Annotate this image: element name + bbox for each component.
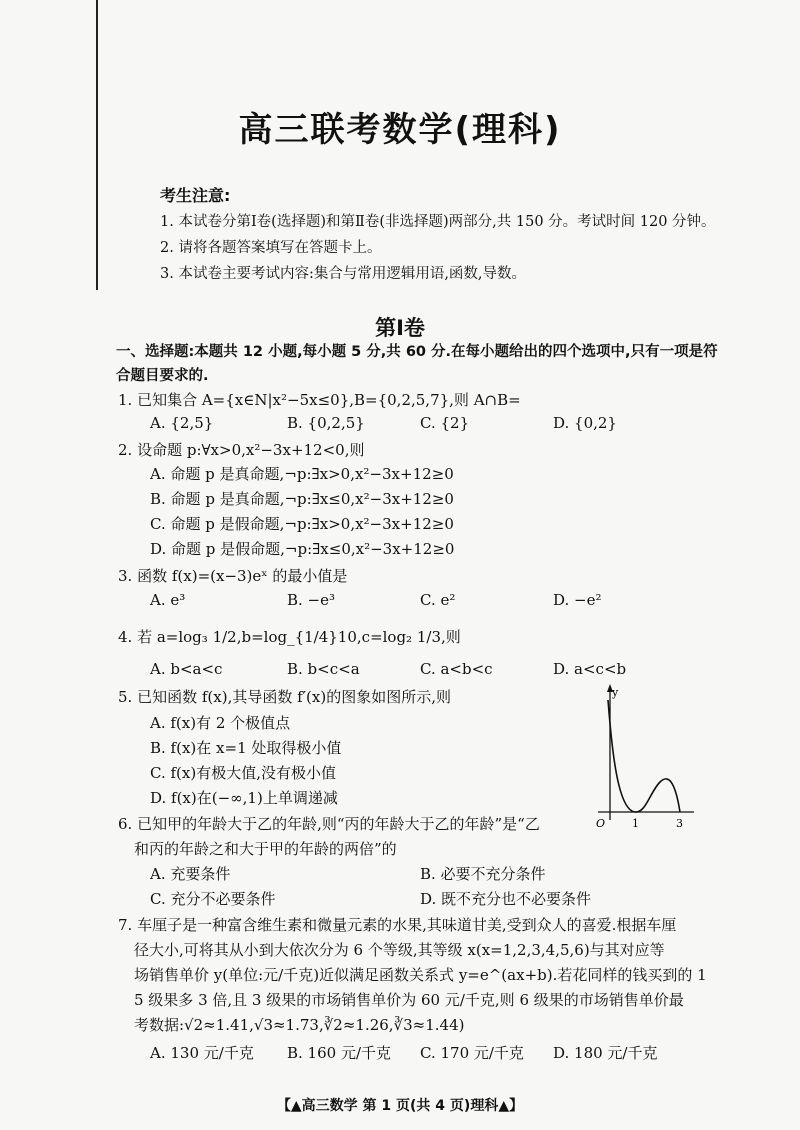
question-5-option-d: D. f(x)在(−∞,1)上单调递减: [150, 789, 338, 807]
question-4-option-b: B. b<c<a: [287, 660, 360, 678]
question-7-option-a: A. 130 元/千克: [150, 1044, 254, 1062]
question-4-option-c: C. a<b<c: [420, 660, 493, 678]
derivative-graph: [590, 682, 700, 832]
question-1-option-b: B. {0,2,5}: [287, 414, 365, 432]
question-5-option-b: B. f(x)在 x=1 处取得极小值: [150, 739, 342, 757]
section-heading: 第Ⅰ卷: [375, 316, 425, 340]
question-6-option-a: A. 充要条件: [150, 865, 231, 883]
question-7-option-d: D. 180 元/千克: [553, 1044, 658, 1062]
question-4-stem: 4. 若 a=log₃ 1/2,b=log_{1/4}10,c=log₂ 1/3,则: [118, 628, 461, 646]
question-1-option-d: D. {0,2}: [553, 414, 617, 432]
question-7-stem-line-2: 径大小,可将其从小到大依次分为 6 个等级,其等级 x(x=1,2,3,4,5,6)与其对应等: [134, 941, 665, 959]
x-tick-3: 3: [676, 817, 683, 830]
question-3-option-d: D. −e²: [553, 591, 602, 609]
question-7-stem-line-1: 7. 车厘子是一种富含维生素和微量元素的水果,其味道甘美,受到众人的喜爱.根据车厘: [118, 916, 677, 934]
question-6-option-c: C. 充分不必要条件: [150, 890, 276, 908]
derivative-curve: [608, 700, 680, 812]
question-1-stem: 1. 已知集合 A={x∈N|x²−5x≤0},B={0,2,5,7},则 A∩B=: [118, 391, 521, 409]
question-7-stem-line-3: 场销售单价 y(单位:元/千克)近似满足函数关系式 y=e^(ax+b).若花同样的钱买到的 1: [134, 966, 707, 984]
question-7-stem-line-5: 考数据:√2≈1.41,√3≈1.73,∛2≈1.26,∛3≈1.44): [134, 1016, 465, 1034]
question-2-stem: 2. 设命题 p:∀x>0,x²−3x+12<0,则: [118, 441, 365, 459]
question-1-option-c: C. {2}: [420, 414, 470, 432]
question-2-option-a: A. 命题 p 是真命题,¬p:∃x>0,x²−3x+12≥0: [150, 465, 454, 483]
question-2-option-d: D. 命题 p 是假命题,¬p:∃x≤0,x²−3x+12≥0: [150, 540, 455, 558]
notice-item-2: 2. 请将各题答案填写在答题卡上。: [160, 240, 382, 256]
question-6-option-d: D. 既不充分也不必要条件: [420, 890, 592, 908]
instructions-line-1: 一、选择题:本题共 12 小题,每小题 5 分,共 60 分.在每小题给出的四个选项中,只有一项是符: [116, 344, 718, 360]
question-3-option-c: C. e²: [420, 591, 456, 609]
question-4-option-d: D. a<c<b: [553, 660, 627, 678]
question-2-option-c: C. 命题 p 是假命题,¬p:∃x>0,x²−3x+12≥0: [150, 515, 454, 533]
question-5-stem: 5. 已知函数 f(x),其导函数 f′(x)的图象如图所示,则: [118, 688, 451, 706]
question-4-option-a: A. b<a<c: [150, 660, 223, 678]
notice-heading: 考生注意:: [160, 186, 231, 205]
question-6-option-b: B. 必要不充分条件: [420, 865, 546, 883]
question-7-option-b: B. 160 元/千克: [287, 1044, 392, 1062]
question-3-option-a: A. e³: [150, 591, 186, 609]
notice-item-1: 1. 本试卷分第Ⅰ卷(选择题)和第Ⅱ卷(非选择题)两部分,共 150 分。考试时间 120 分钟。: [160, 214, 716, 230]
exam-title: 高三联考数学(理科): [238, 110, 562, 150]
question-7-option-c: C. 170 元/千克: [420, 1044, 524, 1062]
question-3-option-b: B. −e³: [287, 591, 336, 609]
question-2-option-b: B. 命题 p 是真命题,¬p:∃x≤0,x²−3x+12≥0: [150, 490, 454, 508]
y-axis-label: y: [612, 686, 619, 699]
notice-item-3: 3. 本试卷主要考试内容:集合与常用逻辑用语,函数,导数。: [160, 266, 527, 282]
question-7-stem-line-4: 5 级果多 3 倍,且 3 级果的市场销售单价为 60 元/千克,则 6 级果的市场销售单价最: [134, 991, 684, 1009]
x-tick-1: 1: [632, 817, 639, 830]
origin-label: O: [596, 817, 606, 830]
question-5-option-a: A. f(x)有 2 个极值点: [150, 714, 291, 732]
question-1-option-a: A. {2,5}: [150, 414, 214, 432]
instructions-line-2: 合题目要求的.: [116, 368, 209, 384]
question-3-stem: 3. 函数 f(x)=(x−3)eˣ 的最小值是: [118, 567, 348, 585]
page-footer: 【▲高三数学 第 1 页(共 4 页)理科▲】: [276, 1098, 524, 1114]
question-6-stem-line-2: 和丙的年龄之和大于甲的年龄的两倍”的: [134, 840, 397, 858]
question-5-option-c: C. f(x)有极大值,没有极小值: [150, 764, 336, 782]
question-6-stem-line-1: 6. 已知甲的年龄大于乙的年龄,则“丙的年龄大于乙的年龄”是“乙: [118, 815, 540, 833]
